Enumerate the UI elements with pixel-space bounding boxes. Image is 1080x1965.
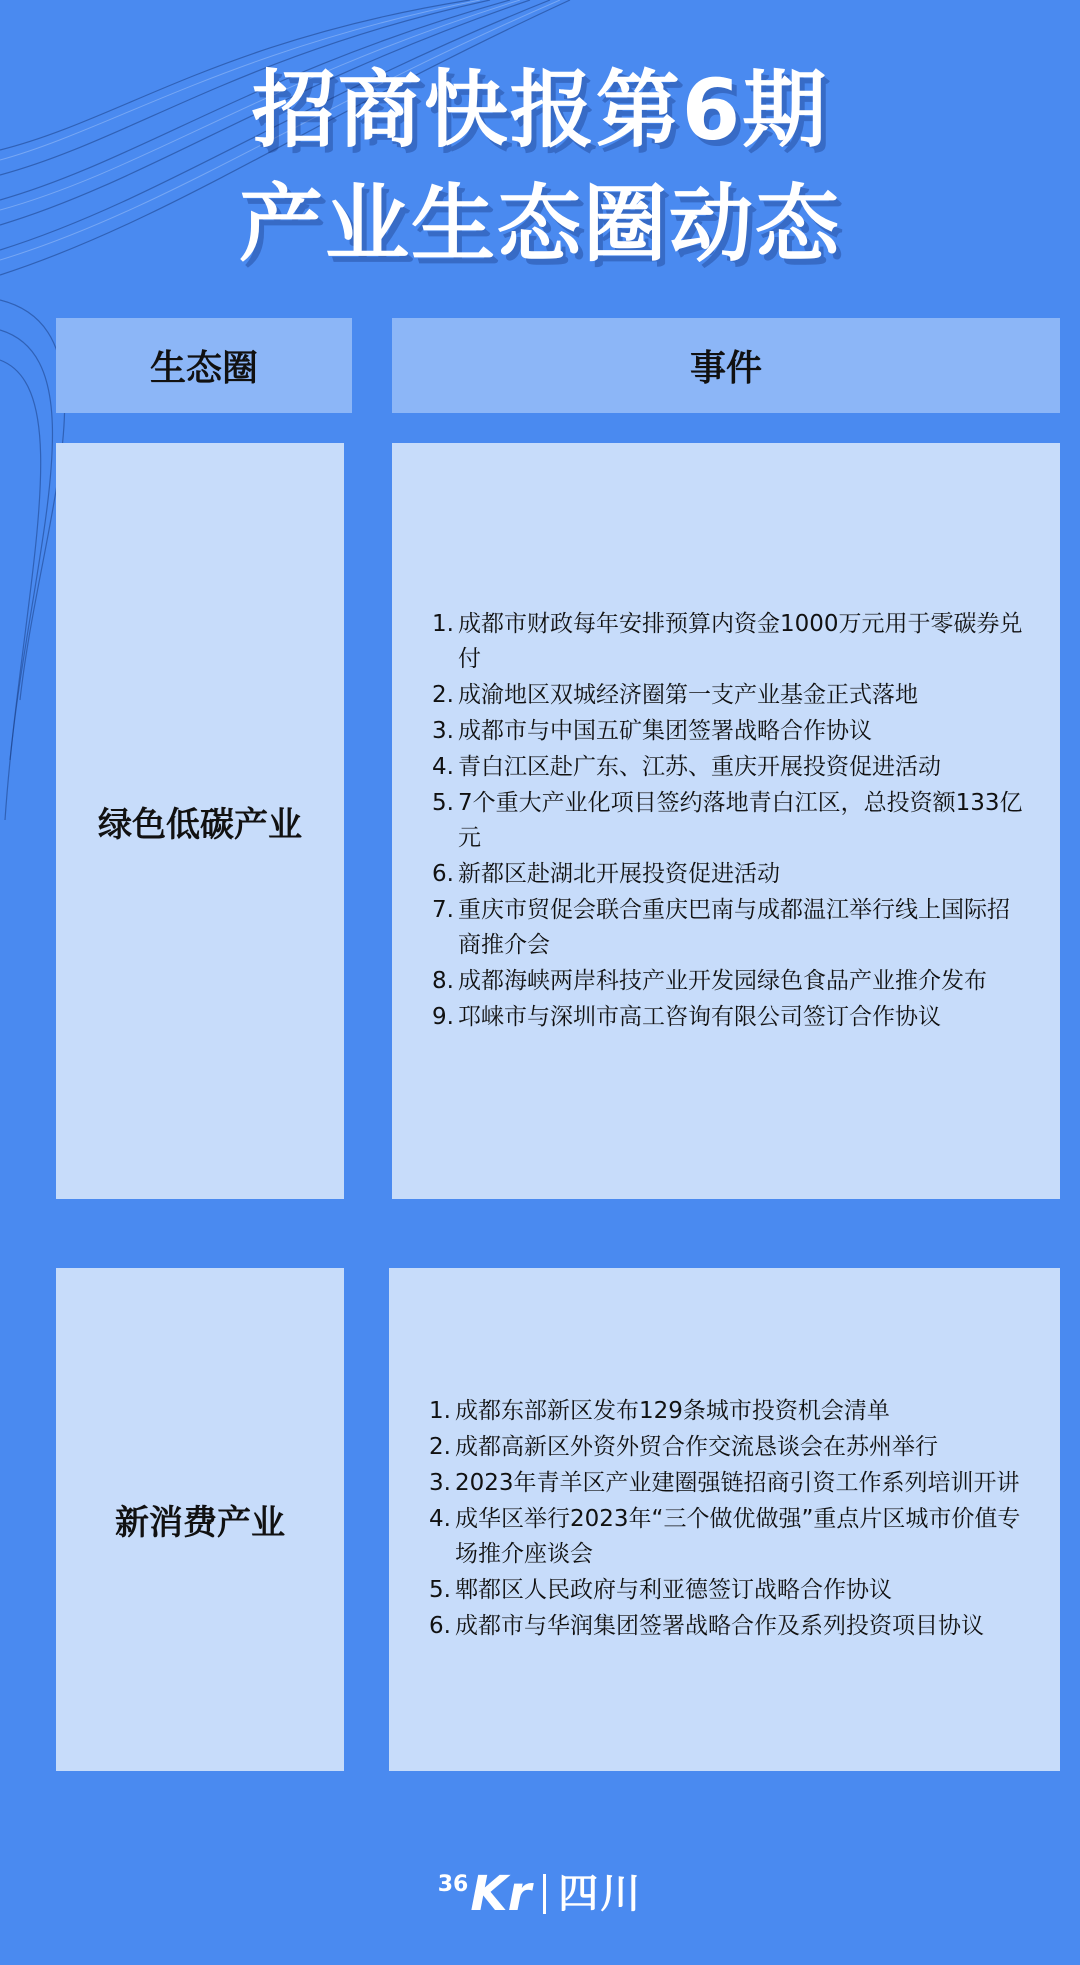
list-item-text: 成都海峡两岸科技产业开发园绿色食品产业推介发布 xyxy=(458,967,987,994)
list-item-number: 5. xyxy=(429,1577,451,1603)
list-item-number: 6. xyxy=(429,1613,451,1639)
list-item-text: 邛崃市与深圳市高工咨询有限公司签订合作协议 xyxy=(458,1003,941,1030)
list-item-number: 2. xyxy=(432,681,454,708)
list-item-text: 重庆市贸促会联合重庆巴南与成都温江举行线上国际招商推介会 xyxy=(458,896,1010,958)
event-list xyxy=(429,1394,1030,1645)
page-title-line-1: 招商快报第6期 xyxy=(251,61,829,159)
list-item-number: 7. xyxy=(432,896,454,923)
list-item xyxy=(429,1394,1030,1429)
list-item-number: 5. xyxy=(432,789,454,816)
list-item-number: 9. xyxy=(432,1003,454,1030)
list-item-number: 4. xyxy=(429,1506,451,1532)
list-item-text: 成都市与华润集团签署战略合作及系列投资项目协议 xyxy=(455,1613,984,1639)
list-item-text: 郫都区人民政府与利亚德签订战略合作协议 xyxy=(455,1577,892,1603)
list-item xyxy=(432,750,1030,785)
list-item-text: 成华区举行2023年“三个做优做强”重点片区城市价值专场推介座谈会 xyxy=(455,1506,1021,1567)
list-item xyxy=(432,964,1030,999)
table-row-events-cell xyxy=(392,443,1060,1199)
logo-brand-small: 36 xyxy=(437,1872,469,1897)
table-header-events xyxy=(392,318,1060,413)
logo-divider xyxy=(543,1874,546,1914)
table-header-category-label: 生态圈 xyxy=(149,348,258,389)
list-item xyxy=(429,1502,1030,1572)
list-item xyxy=(429,1573,1030,1608)
table-header-category xyxy=(56,318,352,413)
list-item xyxy=(432,607,1030,677)
logo-city: 四川 xyxy=(558,1871,643,1917)
list-item xyxy=(432,893,1030,963)
list-item-number: 8. xyxy=(432,967,454,994)
list-item-number: 2. xyxy=(429,1434,451,1460)
list-item xyxy=(432,714,1030,749)
list-item-text: 成都东部新区发布129条城市投资机会清单 xyxy=(455,1398,890,1424)
list-item-number: 3. xyxy=(432,717,454,744)
list-item-text: 成都市与中国五矿集团签署战略合作协议 xyxy=(458,717,872,744)
list-item xyxy=(429,1466,1030,1501)
brand-logo xyxy=(0,1866,1080,1922)
list-item-number: 1. xyxy=(432,610,454,637)
page-title-line-2: 产业生态圈动态 xyxy=(238,175,841,273)
list-item xyxy=(432,857,1030,892)
list-item-text: 新都区赴湖北开展投资促进活动 xyxy=(458,860,780,887)
list-item-text: 2023年青羊区产业建圈强链招商引资工作系列培训开讲 xyxy=(455,1470,1020,1496)
list-item-number: 6. xyxy=(432,860,454,887)
list-item xyxy=(429,1609,1030,1644)
list-item-text: 成渝地区双城经济圈第一支产业基金正式落地 xyxy=(458,681,918,708)
list-item-number: 3. xyxy=(429,1470,451,1496)
list-item xyxy=(429,1430,1030,1465)
event-list xyxy=(432,607,1030,1036)
logo-mark xyxy=(437,1866,532,1922)
table-header-events-label: 事件 xyxy=(689,348,762,389)
list-item-text: 青白江区赴广东、江苏、重庆开展投资促进活动 xyxy=(458,753,941,780)
list-item-number: 1. xyxy=(429,1398,451,1424)
table-row-category-cell xyxy=(56,1268,344,1771)
table-row-events-cell xyxy=(389,1268,1060,1771)
table-row-category-cell xyxy=(56,443,344,1199)
list-item xyxy=(432,786,1030,856)
category-label: 新消费产业 xyxy=(115,1503,285,1543)
list-item-text: 成都高新区外资外贸合作交流恳谈会在苏州举行 xyxy=(455,1434,938,1460)
list-item-number: 4. xyxy=(432,753,454,780)
list-item xyxy=(432,1000,1030,1035)
list-item-text: 7个重大产业化项目签约落地青白江区，总投资额133亿元 xyxy=(458,789,1023,851)
list-item-text: 成都市财政每年安排预算内资金1000万元用于零碳券兑付 xyxy=(458,610,1023,672)
category-label: 绿色低碳产业 xyxy=(98,804,302,845)
list-item xyxy=(432,678,1030,713)
logo-brand-large: Kr xyxy=(470,1866,532,1922)
